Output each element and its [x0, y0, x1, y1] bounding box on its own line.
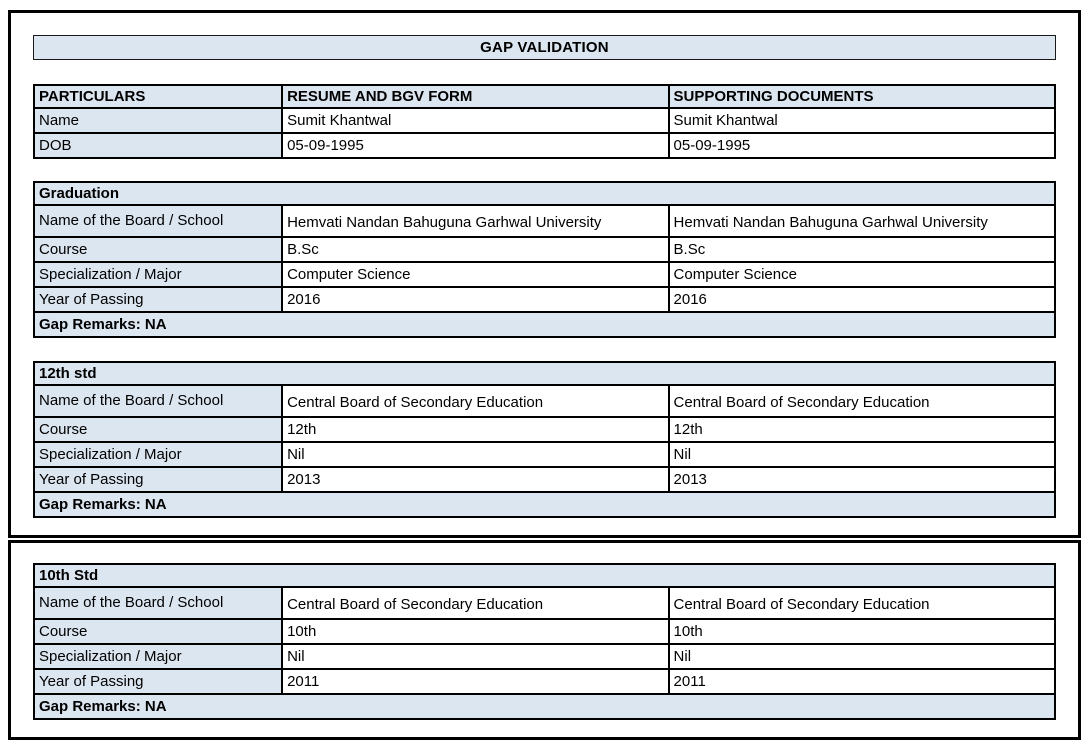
supporting-value: 12th: [669, 417, 1055, 442]
row-label: Year of Passing: [34, 287, 282, 312]
resume-value: Central Board of Secondary Education: [282, 385, 668, 417]
supporting-value: 05-09-1995: [669, 133, 1055, 158]
resume-value: Central Board of Secondary Education: [282, 587, 668, 619]
table-row-year: [34, 287, 1055, 312]
supporting-value: Central Board of Secondary Education: [669, 385, 1055, 417]
resume-value: Nil: [282, 442, 668, 467]
row-label: Name: [34, 108, 282, 133]
table-row-specialization: [34, 262, 1055, 287]
resume-value: B.Sc: [282, 237, 668, 262]
page-title: GAP VALIDATION: [33, 35, 1056, 60]
resume-value: 2011: [282, 669, 668, 694]
table-row-board: [34, 205, 1055, 237]
section-title-row: [34, 564, 1055, 587]
table-row-year: [34, 669, 1055, 694]
resume-value: 10th: [282, 619, 668, 644]
gap-remarks-row: [34, 492, 1055, 517]
resume-value: 2016: [282, 287, 668, 312]
table-row-specialization: [34, 442, 1055, 467]
table-row-board: [34, 385, 1055, 417]
row-label: Course: [34, 237, 282, 262]
resume-value: Hemvati Nandan Bahuguna Garhwal University: [282, 205, 668, 237]
row-label: Specialization / Major: [34, 644, 282, 669]
section-title: Graduation: [34, 182, 1055, 205]
table-row-course: [34, 237, 1055, 262]
section-title-row: [34, 362, 1055, 385]
column-header-particulars: PARTICULARS: [34, 85, 282, 108]
gap-remarks: Gap Remarks: NA: [34, 312, 1055, 337]
gap-remarks-row: [34, 694, 1055, 719]
gap-remarks: Gap Remarks: NA: [34, 492, 1055, 517]
gap-remarks-row: [34, 312, 1055, 337]
table-row-specialization: [34, 644, 1055, 669]
table-row-course: [34, 619, 1055, 644]
supporting-value: Computer Science: [669, 262, 1055, 287]
row-label: Name of the Board / School: [34, 587, 282, 619]
particulars-table: [33, 84, 1056, 159]
gap-remarks: Gap Remarks: NA: [34, 694, 1055, 719]
section-title-row: [34, 182, 1055, 205]
column-header-resume: RESUME AND BGV FORM: [282, 85, 668, 108]
row-label: Name of the Board / School: [34, 385, 282, 417]
row-label: Specialization / Major: [34, 262, 282, 287]
supporting-value: 2011: [669, 669, 1055, 694]
row-label: Specialization / Major: [34, 442, 282, 467]
section-title: 12th std: [34, 362, 1055, 385]
resume-value: 12th: [282, 417, 668, 442]
supporting-value: Nil: [669, 644, 1055, 669]
table-row-year: [34, 467, 1055, 492]
resume-value: Computer Science: [282, 262, 668, 287]
supporting-value: 10th: [669, 619, 1055, 644]
supporting-value: 2013: [669, 467, 1055, 492]
supporting-value: B.Sc: [669, 237, 1055, 262]
supporting-value: Sumit Khantwal: [669, 108, 1055, 133]
section-table-12th-std: [33, 361, 1056, 518]
column-header-supporting: SUPPORTING DOCUMENTS: [669, 85, 1055, 108]
table-row-board: [34, 587, 1055, 619]
section-table-10th-std: [33, 563, 1056, 720]
row-label: Course: [34, 417, 282, 442]
row-label: Name of the Board / School: [34, 205, 282, 237]
resume-value: Nil: [282, 644, 668, 669]
table-header-row: [34, 85, 1055, 108]
row-label: Year of Passing: [34, 467, 282, 492]
section-table-graduation: [33, 181, 1056, 338]
document-frame-top: [8, 10, 1081, 538]
resume-value: 05-09-1995: [282, 133, 668, 158]
supporting-value: Central Board of Secondary Education: [669, 587, 1055, 619]
supporting-value: 2016: [669, 287, 1055, 312]
section-title: 10th Std: [34, 564, 1055, 587]
supporting-value: Hemvati Nandan Bahuguna Garhwal University: [669, 205, 1055, 237]
document-frame-bottom: [8, 540, 1081, 740]
supporting-value: Nil: [669, 442, 1055, 467]
resume-value: Sumit Khantwal: [282, 108, 668, 133]
row-label: Course: [34, 619, 282, 644]
table-row-name: [34, 108, 1055, 133]
resume-value: 2013: [282, 467, 668, 492]
table-row-course: [34, 417, 1055, 442]
row-label: Year of Passing: [34, 669, 282, 694]
table-row-dob: [34, 133, 1055, 158]
row-label: DOB: [34, 133, 282, 158]
